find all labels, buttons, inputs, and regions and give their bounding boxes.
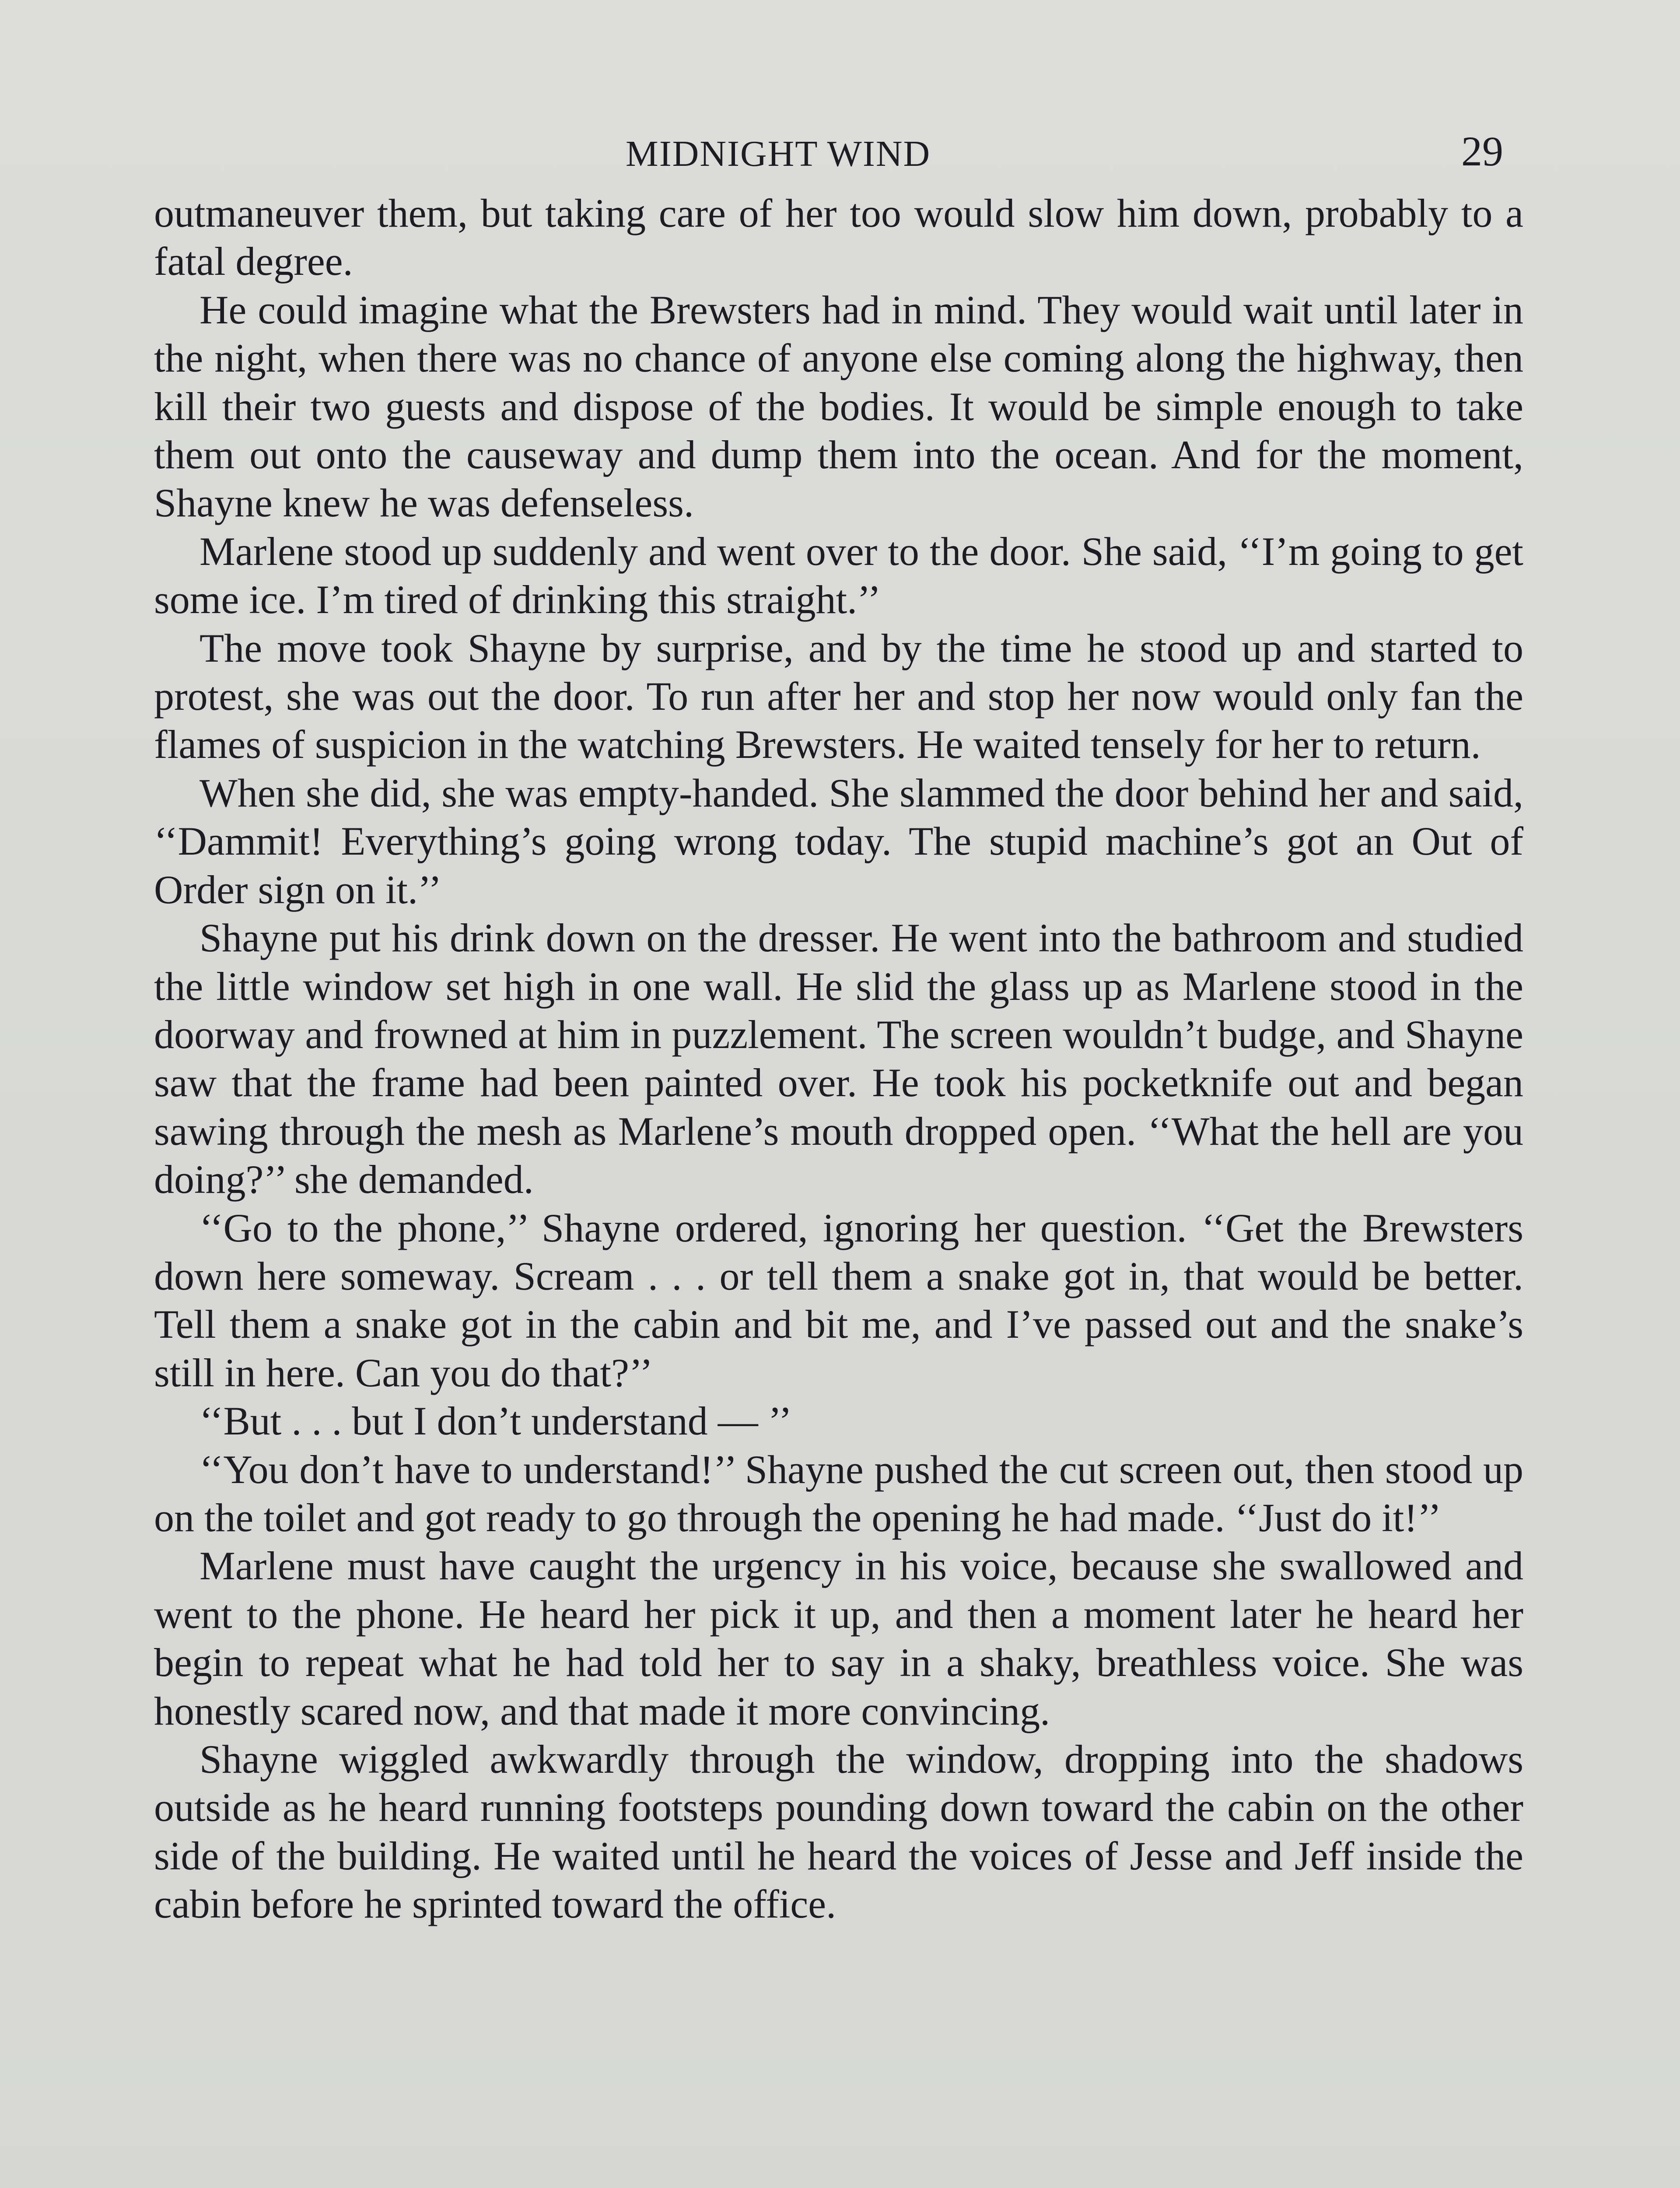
paragraph: ‘‘But . . . but I don’t understand — ’’ [200,1399,792,1444]
paragraph: outmaneuver them, but taking care of her too would slow him down, probably to a fatal degree. [154,191,1523,284]
paragraph: ‘‘Go to the phone,’’ Shayne ordered, ignoring her question. ‘‘Get the Brewsters down here someway. Scream . . . or tell them a snake got in, that would be better. Tell them a snake got in the cabin and bit me, and I’ve passed out and the snake’s still in here. Can you do that?’’ [154,1205,1523,1395]
running-head [0,128,1680,180]
page-number: 29 [1461,128,1503,175]
paragraph: He could imagine what the Brewsters had in mind. They would wait until later in the night, when there was no chance of anyone else coming along the highway, then kill their two guests and dispose of the bodies. It would be simple enough to take them out onto the causeway and dump them into the ocean. And for the moment, Shayne knew he was defenseless. [154,287,1523,526]
paragraph: The move took Shayne by surprise, and by the time he stood up and started to protest, she was out the door. To run after her and stop her now would only fan the flames of suspicion in the watching Brewsters. He waited tensely for her to return. [154,625,1523,767]
body-text [154,189,1523,1929]
paragraph: When she did, she was empty-handed. She slammed the door behind her and said, ‘‘Dammit! Everything’s going wrong today. The stupid machine’s got an Out of Order sign on it.’’ [154,770,1523,912]
book-title: MIDNIGHT WIND [626,133,931,174]
paragraph: ‘‘You don’t have to understand!’’ Shayne pushed the cut screen out, then stood up on the toilet and got ready to go through the opening he had made. ‘‘Just do it!’’ [154,1447,1523,1540]
paragraph: Shayne put his drink down on the dresser. He went into the bathroom and studied the little window set high in one wall. He slid the glass up as Marlene stood in the doorway and frowned at him in puzzlement. The screen wouldn’t budge, and Shayne saw that the frame had been painted over. He took his pocketknife out and began sawing through the mesh as Marlene’s mouth dropped open. ‘‘What the hell are you doing?’’ she demanded. [154,915,1523,1202]
paragraph: Shayne wiggled awkwardly through the window, dropping into the shadows outside as he heard running footsteps pounding down toward the cabin on the other side of the building. He waited until he heard the voices of Jesse and Jeff inside the cabin before he sprinted toward the office. [154,1737,1523,1927]
paragraph: Marlene must have caught the urgency in his voice, because she swallowed and went to the phone. He heard her pick it up, and then a moment later he heard her begin to repeat what he had told her to say in a shaky, breathless voice. She was honestly scared now, and that made it more convincing. [154,1543,1523,1733]
paragraph: Marlene stood up suddenly and went over to the door. She said, ‘‘I’m going to get some ice. I’m tired of drinking this straight.’’ [154,529,1523,622]
